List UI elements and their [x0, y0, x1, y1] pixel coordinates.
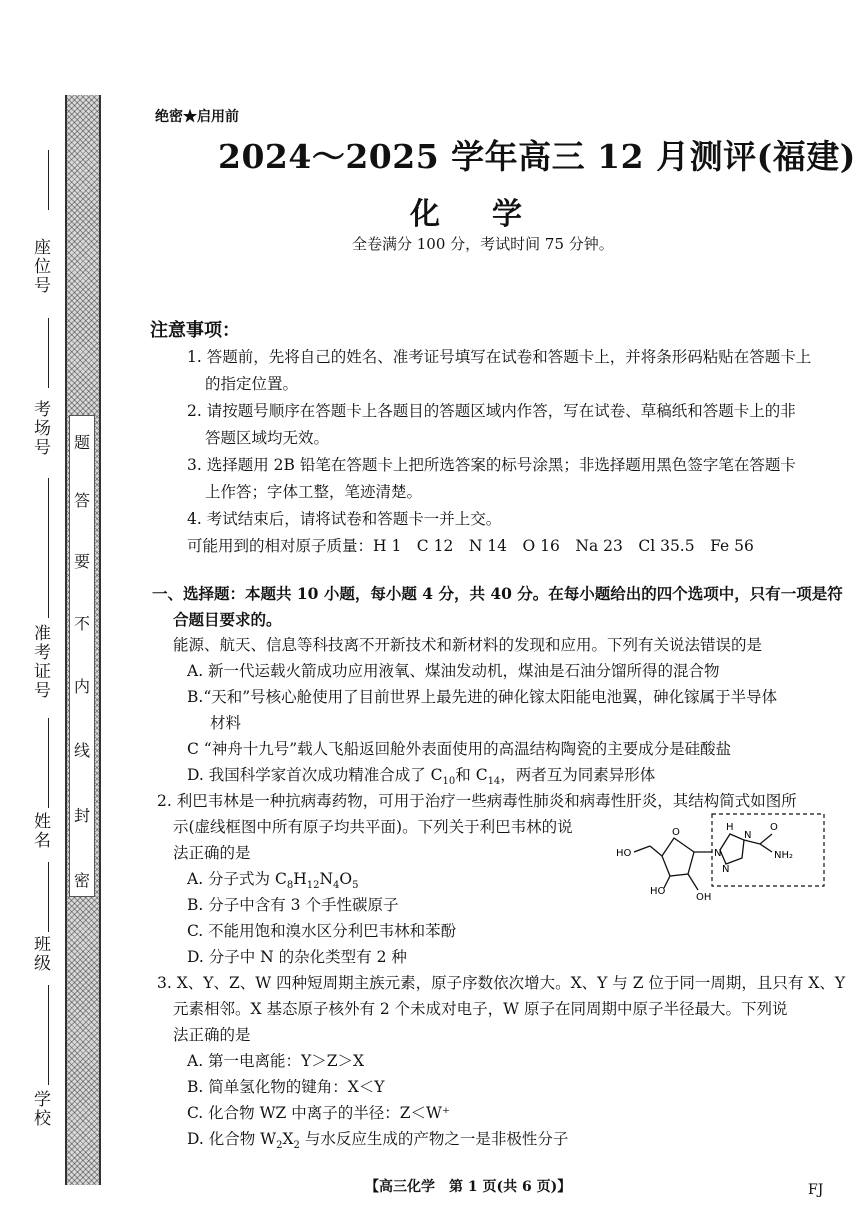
q3-stem-cont: 元素相邻。X 基态原子核外有 2 个未成对电子，W 原子在同周期中原子半径最大。下列说: [173, 1000, 788, 1018]
q1-option-d: D. 我国科学家首次成功精准合成了 $C_{10}$和 $C_{14}$，两者互为同素异形体: [187, 766, 656, 788]
notice-line: 1. 答题前，先将自己的姓名、准考证号填写在试卷和答题卡上，并将条形码粘贴在答题卡上: [187, 348, 812, 366]
warning-char: 不: [73, 614, 90, 633]
exam-room-label: 考场号: [30, 400, 50, 457]
q3-stem: 3. X、Y、Z、W 四种短周期主族元素，原子序数依次增大。X、Y 与 Z 位于同一周期，且只有 X、Y: [157, 974, 846, 992]
field-line: [48, 862, 49, 932]
notice-line: 的指定位置。: [205, 375, 299, 393]
warning-char: 封: [73, 806, 90, 825]
region-code: FJ: [808, 1182, 824, 1198]
notice-line: 上作答；字体工整，笔迹清楚。: [205, 483, 423, 501]
structure-label: N: [744, 830, 752, 841]
notice-line: 答题区域均无效。: [205, 429, 330, 447]
field-line: [48, 478, 49, 618]
q3-option-a: A. 第一电离能：Y＞Z＞X: [187, 1052, 365, 1070]
q1-option-c: C “神舟十九号”载人飞船返回舱外表面使用的高温结构陶瓷的主要成分是硅酸盐: [187, 740, 732, 758]
field-line: [48, 985, 49, 1085]
structure-label: HO: [650, 886, 666, 897]
structure-label: N: [722, 864, 730, 875]
ribavirin-structure: [612, 810, 832, 915]
warning-char: 题: [73, 433, 90, 452]
admission-number-label: 准考证号: [30, 624, 50, 700]
q1-option-b: B.“天和”号核心舱使用了目前世界上最先进的砷化镓太阳能电池翼，砷化镓属于半导体: [187, 688, 778, 706]
q3-stem-cont: 法正确的是: [173, 1026, 251, 1044]
q3-option-d: D. 化合物 $W_2X_2$ 与水反应生成的产物之一是非极性分子: [187, 1130, 569, 1152]
structure-label: NH₂: [774, 850, 794, 861]
structure-label: O: [672, 827, 680, 838]
q2-option-c: C. 不能用饱和溴水区分利巴韦林和苯酚: [187, 922, 457, 940]
structure-label: O: [770, 822, 778, 833]
q2-stem: 2. 利巴韦林是一种抗病毒药物，可用于治疗一些病毒性肺炎和病毒性肝炎，其结构简式如图所: [157, 792, 797, 810]
warning-char: 密: [73, 871, 90, 890]
warning-char: 线: [73, 741, 90, 760]
q2-option-a: A. 分子式为 $C_8H_{12}N_4O_5$: [187, 870, 359, 892]
field-line: [48, 150, 49, 210]
structure-label: OH: [696, 892, 712, 903]
section-heading: 一、选择题：本题共 10 小题，每小题 4 分，共 40 分。在每小题给出的四个选项中，只有一项是符: [152, 584, 843, 603]
score-time: 全卷满分 100 分，考试时间 75 分钟。: [352, 235, 614, 253]
q1-stem: 能源、航天、信息等科技离不开新技术和新材料的发现和应用。下列有关说法错误的是: [173, 636, 763, 654]
q2-option-b: B. 分子中含有 3 个手性碳原子: [187, 896, 399, 914]
q2-stem-cont: 示(虚线框图中所有原子均共平面)。下列关于利巴韦林的说: [173, 818, 573, 836]
notice-line: 2. 请按题号顺序在答题卡上各题目的答题区域内作答，写在试卷、草稿纸和答题卡上的非: [187, 402, 796, 420]
seat-number-label: 座位号: [30, 238, 50, 295]
section-heading-cont: 合题目要求的。: [173, 610, 282, 629]
notice-heading: 注意事项：: [150, 320, 240, 341]
field-line: [48, 318, 49, 388]
school-label: 学校: [30, 1090, 50, 1128]
class-label: 班级: [30, 935, 50, 973]
subject-title: 化学: [410, 197, 574, 232]
q3-option-c: C. 化合物 WZ 中离子的半径：Z＜W⁺: [187, 1104, 451, 1122]
exam-title: 2024～2025 学年高三 12 月测评(福建): [218, 137, 856, 176]
warning-char: 答: [73, 491, 90, 510]
secret-mark: 绝密★启用前: [155, 109, 239, 125]
q3-option-b: B. 简单氢化物的键角：X＜Y: [187, 1078, 385, 1096]
structure-label: N: [714, 848, 722, 859]
field-line: [48, 718, 49, 808]
structure-label: HO: [616, 848, 632, 859]
notice-line: 3. 选择题用 2B 铅笔在答题卡上把所选答案的标号涂黑；非选择题用黑色签字笔在答题卡: [187, 456, 796, 474]
warning-char: 内: [73, 677, 90, 696]
q2-stem-cont: 法正确的是: [173, 844, 251, 862]
atomic-masses: 可能用到的相对原子质量：H 1 C 12 N 14 O 16 Na 23 Cl 35.5 Fe 56: [187, 537, 754, 555]
warning-char: 要: [73, 552, 90, 571]
q1-option-a: A. 新一代运载火箭成功应用液氧、煤油发动机，煤油是石油分馏所得的混合物: [187, 662, 720, 680]
seal-line-warning: [69, 415, 95, 897]
name-label: 姓名: [30, 812, 50, 850]
structure-label: H: [726, 822, 734, 833]
page-footer: 【高三化学 第 1 页(共 6 页)】: [365, 1179, 572, 1195]
notice-line: 4. 考试结束后，请将试卷和答题卡一并上交。: [187, 510, 502, 528]
q2-option-d: D. 分子中 N 的杂化类型有 2 种: [187, 948, 407, 966]
q1-option-b-cont: 材料: [210, 714, 242, 732]
